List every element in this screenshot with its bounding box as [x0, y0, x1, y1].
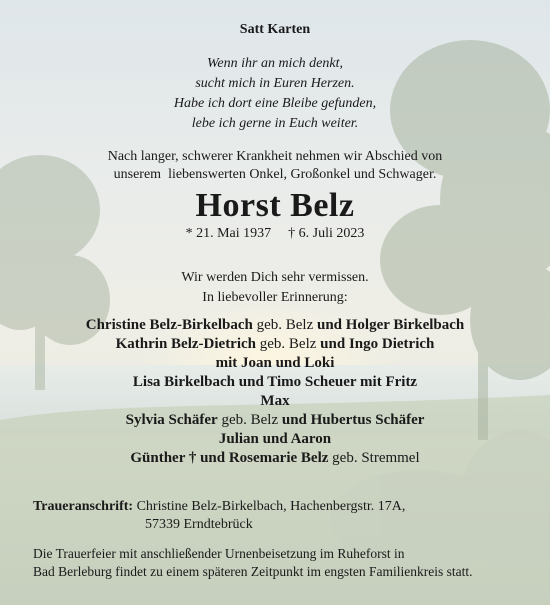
poem-line: Habe ich dort eine Bleibe gefunden,: [173, 96, 377, 111]
intro-text: [0, 148, 550, 184]
intro-line: Nach langer, schwerer Krankheit nehmen wir Abschied von: [107, 149, 443, 164]
poem-line: sucht mich in Euren Herzen.: [195, 76, 355, 91]
life-dates: [0, 225, 550, 243]
maiden-name: geb. Stremmel: [328, 450, 420, 466]
maiden-name: geb. Belz: [256, 336, 321, 352]
family-line: mit Joan und Loki: [215, 355, 335, 371]
closing-line: Wir werden Dich sehr vermissen.: [181, 270, 369, 285]
family-name: und Hubertus Schäfer: [281, 412, 425, 428]
closing-line: In liebevoller Erinnerung:: [202, 290, 348, 305]
poem-line: lebe ich gerne in Euch weiter.: [191, 116, 359, 131]
birth-date: * 21. Mai 1937: [185, 226, 272, 241]
family-name: und Ingo Dietrich: [320, 336, 435, 352]
address-street: Christine Belz-Birkelbach, Hachenbergstr. 17A,: [133, 499, 406, 514]
family-line: [0, 316, 550, 335]
notice-line: Die Trauerfeier mit anschließender Urnenbeisetzung im Ruheforst in: [33, 546, 405, 561]
notice-line: Bad Berleburg findet zu einem späteren Zeitpunkt im engsten Familienkreis statt.: [33, 564, 473, 579]
address-city: 57339 Erndtebrück: [145, 517, 253, 532]
maiden-name: geb. Belz: [252, 317, 317, 333]
family-line: [0, 411, 550, 430]
family-name: Christine Belz-Birkelbach: [85, 317, 253, 333]
family-line: Julian und Aaron: [218, 431, 332, 447]
family-line: Lisa Birkelbach und Timo Scheuer mit Fritz: [132, 374, 418, 390]
sender-line: Satt Karten: [239, 22, 311, 37]
family-line: [0, 449, 550, 468]
death-date: † 6. Juli 2023: [288, 226, 365, 241]
closing-text: [0, 268, 550, 308]
address-label: Traueranschrift:: [33, 499, 134, 514]
intro-line: unserem liebenswerten Onkel, Großonkel und Schwager.: [113, 167, 437, 182]
mourning-address: [33, 498, 405, 534]
family-name: Kathrin Belz-Dietrich: [115, 336, 257, 352]
family-line: Max: [260, 393, 290, 409]
poem-line: Wenn ihr an mich denkt,: [207, 56, 343, 71]
maiden-name: geb. Belz: [217, 412, 282, 428]
family-name: und Holger Birkelbach: [316, 317, 465, 333]
poem: [0, 54, 550, 134]
family-signatures: [0, 316, 550, 468]
address-line: [33, 498, 405, 516]
deceased-name: Horst Belz: [195, 187, 355, 224]
family-name: Günther † und Rosemarie Belz: [130, 450, 329, 466]
funeral-notice: [33, 545, 473, 581]
family-line: [0, 335, 550, 354]
family-name: Sylvia Schäfer: [125, 412, 218, 428]
